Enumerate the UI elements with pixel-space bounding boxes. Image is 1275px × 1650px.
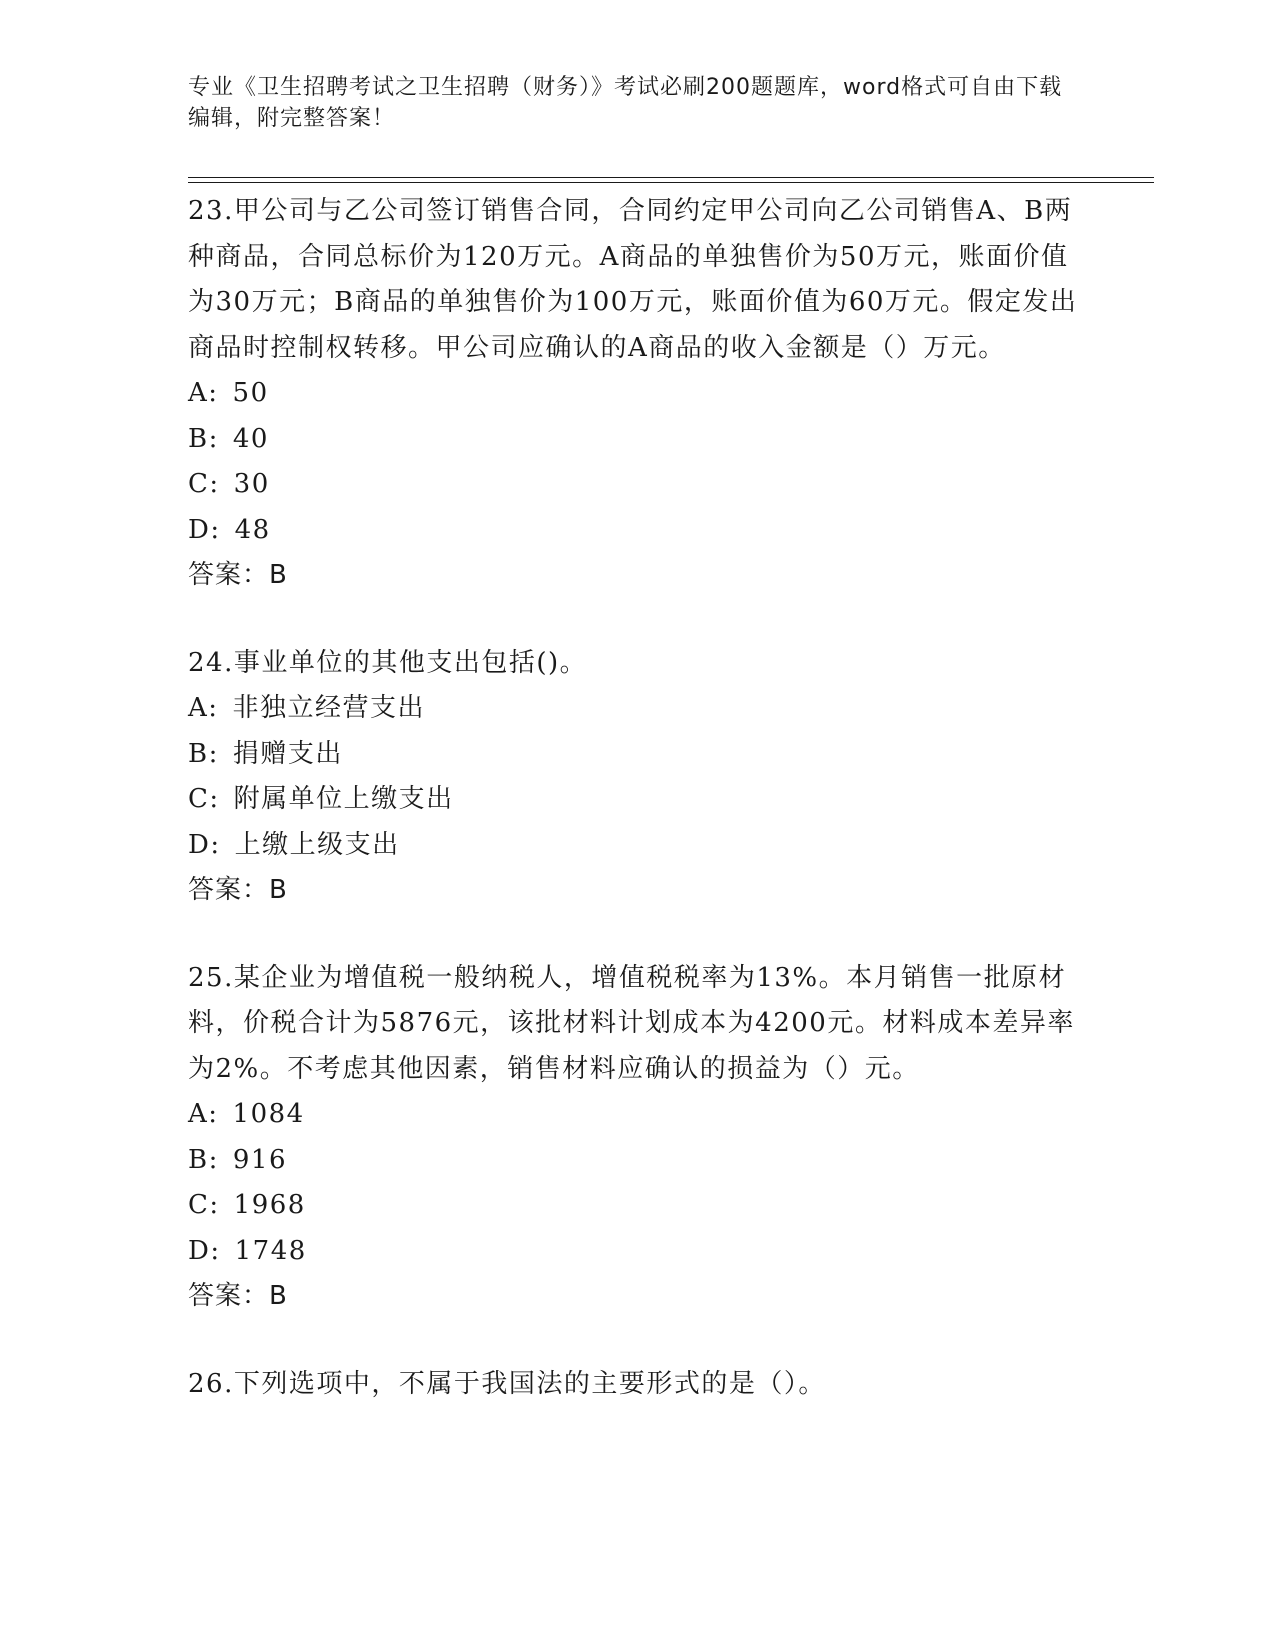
option-c [188,1183,1088,1229]
document-header: 专业《卫生招聘考试之卫生招聘（财务）》考试必刷200题题库，word格式可自由下载编辑，附完整答案！ [188,75,1063,131]
question-25 [188,956,1088,1320]
option-b [188,1138,1088,1184]
question-stem: 24.事业单位的其他支出包括()。 [188,647,588,678]
question-24 [188,641,1088,914]
option-text: 1748 [234,1235,307,1266]
option-text: 1084 [232,1099,305,1129]
option-label: D: [188,829,221,860]
option-text: 1968 [233,1190,306,1220]
header-divider-double [188,182,1154,183]
answer-line: 答案：B [188,875,288,905]
option-label: C: [188,1190,220,1220]
question-26 [188,1362,1088,1408]
option-a [188,1092,1088,1138]
option-text: 非独立经营支出 [232,693,426,723]
option-label: D: [188,1235,221,1266]
option-text: 40 [232,423,269,454]
option-text: 916 [232,1144,288,1175]
question-stem: 25.某企业为增值税一般纳税人，增值税税率为13%。本月销售一批原材料，价税合计为5876元，该批材料计划成本为4200元。材料成本差异率为2%。不考虑其他因素，销售材料应确认的损益为（）元。 [188,962,1075,1084]
option-label: C: [188,469,220,499]
option-a [188,686,1088,732]
header-divider [188,177,1154,178]
option-text: 50 [232,378,269,408]
answer-line: 答案：B [188,560,288,590]
option-c [188,462,1088,508]
option-label: A: [188,378,219,408]
answer-line: 答案：B [188,1281,288,1311]
option-text: 附属单位上缴支出 [233,784,454,814]
option-b [188,732,1088,778]
option-d [188,823,1088,869]
option-b [188,417,1088,463]
option-text: 上缴上级支出 [234,829,400,860]
option-text: 30 [233,469,270,499]
option-d [188,508,1088,554]
question-23 [188,189,1088,599]
option-label: D: [188,514,221,545]
option-label: A: [188,693,219,723]
option-text: 48 [234,514,271,545]
question-list [188,189,1088,1449]
option-c [188,777,1088,823]
question-stem: 26.下列选项中，不属于我国法的主要形式的是（）。 [188,1368,826,1399]
option-label: A: [188,1099,219,1129]
option-text: 捐赠支出 [232,738,343,769]
option-label: B: [188,423,219,454]
option-label: B: [188,738,219,769]
option-d [188,1229,1088,1275]
question-stem: 23.甲公司与乙公司签订销售合同，合同约定甲公司向乙公司销售A、B两种商品，合同总标价为120万元。A商品的单独售价为50万元，账面价值为30万元；B商品的单独售价为100万元，账面价值为60万元。假定发出商品时控制权转移。甲公司应确认的A商品的收入金额是（）万元。 [188,196,1078,363]
option-a [188,371,1088,417]
option-label: B: [188,1144,219,1175]
option-label: C: [188,784,220,814]
